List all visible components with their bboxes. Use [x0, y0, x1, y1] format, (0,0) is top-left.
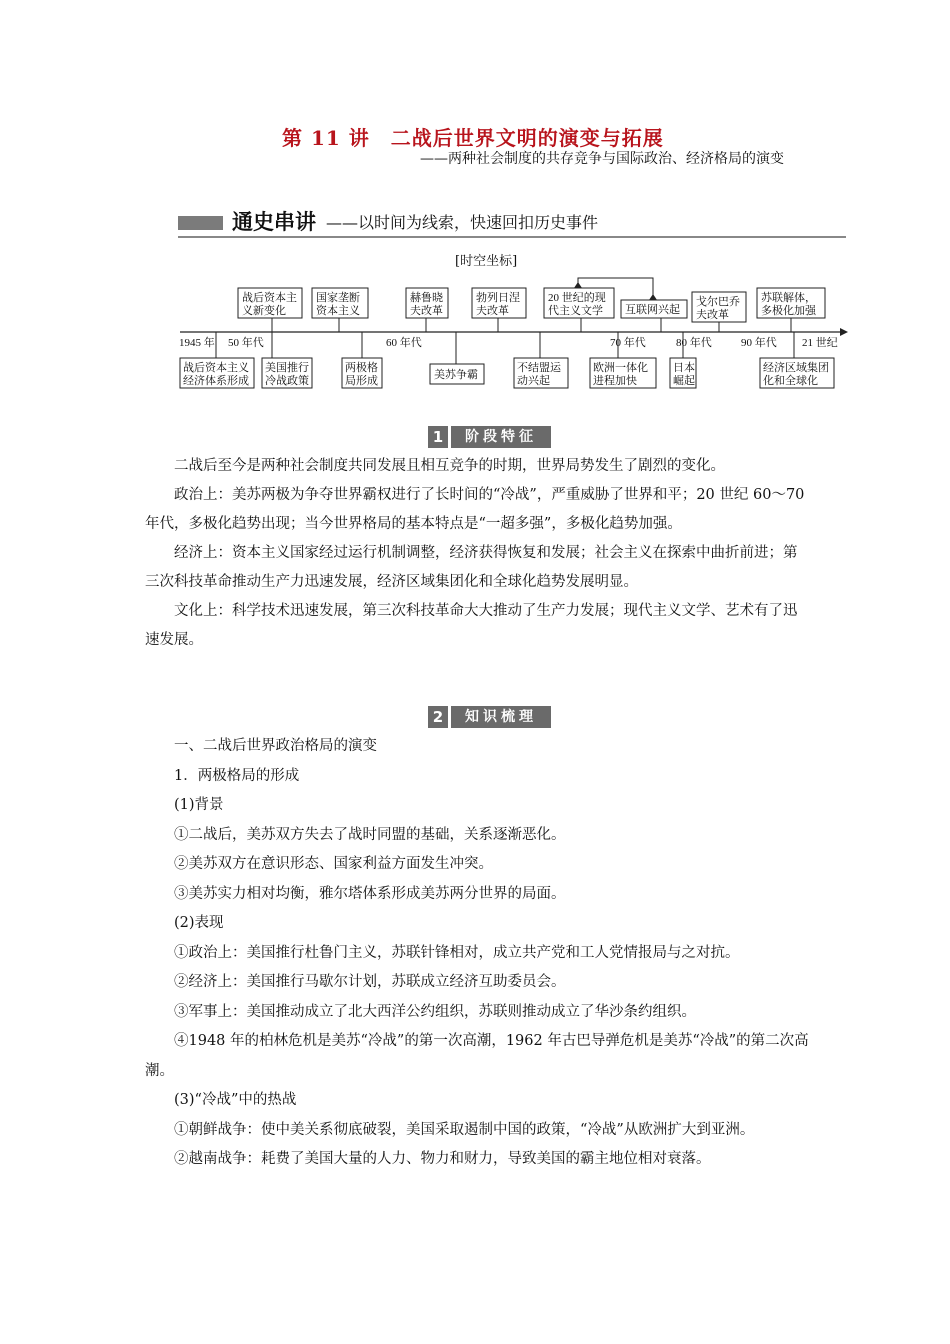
- event-label: 义新变化: [242, 305, 286, 317]
- section-header-stage: [428, 426, 551, 448]
- outline-line: ③美苏实力相对均衡，雅尔塔体系形成美苏两分世界的局面。: [174, 885, 566, 902]
- event-above-labels: [242, 290, 817, 321]
- event-label: 战后资本主: [242, 292, 297, 304]
- section-number: 1: [428, 426, 448, 448]
- paragraph: 政治上：美苏两极为争夺世界霸权进行了长时间的“冷战”，严重威胁了世界和平；20 世纪 60～70 年代，多极化趋势出现；当今世界格局的基本特点是“一超多强”，多极化趋势加强。: [145, 487, 805, 532]
- banner-title: 通史串讲: [232, 210, 316, 234]
- timeline-caption: [时空坐标]: [455, 254, 518, 269]
- event-label: 美国推行: [265, 362, 309, 374]
- event-label: 戈尔巴乔: [696, 296, 740, 308]
- event-label: 夫改革: [410, 305, 443, 317]
- event-label: 国家垄断: [316, 292, 360, 304]
- outline-line: (1)背景: [174, 797, 224, 813]
- section-banner: [178, 204, 846, 238]
- outline-line: (2)表现: [174, 915, 224, 931]
- outline-line: ①二战后，美苏双方失去了战时同盟的基础，关系逐渐恶化。: [174, 826, 566, 843]
- outline-line: ②经济上：美国推行马歇尔计划，苏联成立经济互助委员会。: [174, 974, 566, 990]
- event-label: 动兴起: [517, 375, 550, 387]
- event-label: 不结盟运: [517, 362, 561, 374]
- event-label: 苏联解体，: [761, 292, 816, 304]
- banner-subtitle: ——以时间为线索，快速回扣历史事件: [326, 213, 599, 232]
- page-title: 第 11 讲 二战后世界文明的演变与拓展: [282, 126, 664, 150]
- section-label: 阶段特征: [451, 426, 551, 448]
- section-header-knowledge: [428, 706, 551, 728]
- section-label: 知识梳理: [451, 706, 551, 728]
- event-label: 两极格: [345, 362, 378, 374]
- event-label: 美苏争霸: [434, 369, 478, 381]
- event-label: 夫改革: [476, 305, 509, 317]
- event-label: 多极化加强: [761, 305, 816, 317]
- outline-line: 一、二战后世界政治格局的演变: [174, 738, 377, 754]
- event-label: 勃列日涅: [476, 292, 520, 304]
- event-label: 夫改革: [696, 309, 729, 321]
- tick-label: 80 年代: [676, 337, 712, 349]
- event-label: 经济区域集团: [763, 362, 829, 374]
- paragraph: 文化上：科学技术迅速发展，第三次科技革命大大推动了生产力发展；现代主义文学、艺术有了迅速发展。: [145, 603, 798, 648]
- event-label: 资本主义: [316, 305, 360, 317]
- tick-label: 90 年代: [741, 337, 777, 349]
- tick-label: 60 年代: [386, 337, 422, 349]
- tick-label: 50 年代: [228, 337, 264, 349]
- outline-line: 1．两极格局的形成: [174, 767, 300, 784]
- event-label: 日本: [673, 362, 695, 374]
- banner-bar: [178, 216, 223, 230]
- outline-line: ②美苏双方在意识形态、国家利益方面发生冲突。: [174, 856, 493, 872]
- event-label: 冷战政策: [265, 375, 309, 387]
- outline-line: ①政治上：美国推行杜鲁门主义，苏联针锋相对，成立共产党和工人党情报局与之对抗。: [174, 944, 740, 961]
- outline-line: ①朝鲜战争：使中美关系彻底破裂，美国采取遏制中国的政策，“冷战”从欧洲扩大到亚洲。: [174, 1121, 755, 1138]
- event-label: 互联网兴起: [625, 304, 680, 316]
- outline-line: ④1948 年的柏林危机是美苏“冷战”的第一次高潮，1962 年古巴导弹危机是美苏“冷战”的第二次高潮。: [145, 1033, 809, 1079]
- arrow-icon: [574, 282, 582, 288]
- event-label: 代主义文学: [548, 305, 603, 317]
- outline-line: ②越南战争：耗费了美国大量的人力、物力和财力，导致美国的霸主地位相对衰落。: [174, 1151, 711, 1167]
- event-label: 战后资本主义: [183, 362, 249, 374]
- arrow-icon: [649, 294, 657, 300]
- section-number: 2: [428, 706, 448, 728]
- paragraph: 二战后至今是两种社会制度共同发展且相互竞争的时期，世界局势发生了剧烈的变化。: [174, 458, 725, 474]
- event-label: 进程加快: [593, 375, 637, 387]
- event-label: 20 世纪的现: [548, 292, 606, 304]
- axis-arrow-icon: [840, 328, 848, 336]
- event-label: 化和全球化: [763, 375, 818, 387]
- outline-line: ③军事上：美国推动成立了北大西洋公约组织，苏联则推动成立了华沙条约组织。: [174, 1003, 696, 1020]
- tick-label: 21 世纪: [802, 337, 838, 349]
- event-label: 经济体系形成: [183, 375, 249, 387]
- paragraph: 经济上：资本主义国家经过运行机制调整，经济获得恢复和发展；社会主义在探索中曲折前进；第三次科技革命推动生产力迅速发展，经济区域集团化和全球化趋势发展明显。: [145, 545, 798, 590]
- page-subtitle: ——两种社会制度的共存竞争与国际政治、经济格局的演变: [420, 151, 784, 167]
- tick-label: 1945 年: [179, 337, 215, 349]
- outline-line: (3)“冷战”中的热战: [174, 1092, 297, 1108]
- knowledge-outline: [145, 732, 810, 1175]
- event-label: 赫鲁晓: [410, 292, 443, 304]
- stage-features-text: [145, 452, 810, 655]
- timeline-diagram: [176, 270, 856, 395]
- tick-label: 70 年代: [610, 337, 646, 349]
- event-label: 欧洲一体化: [593, 362, 648, 374]
- event-below-labels: [183, 360, 829, 387]
- event-label: 局形成: [345, 375, 378, 387]
- event-label: 崛起: [673, 375, 695, 387]
